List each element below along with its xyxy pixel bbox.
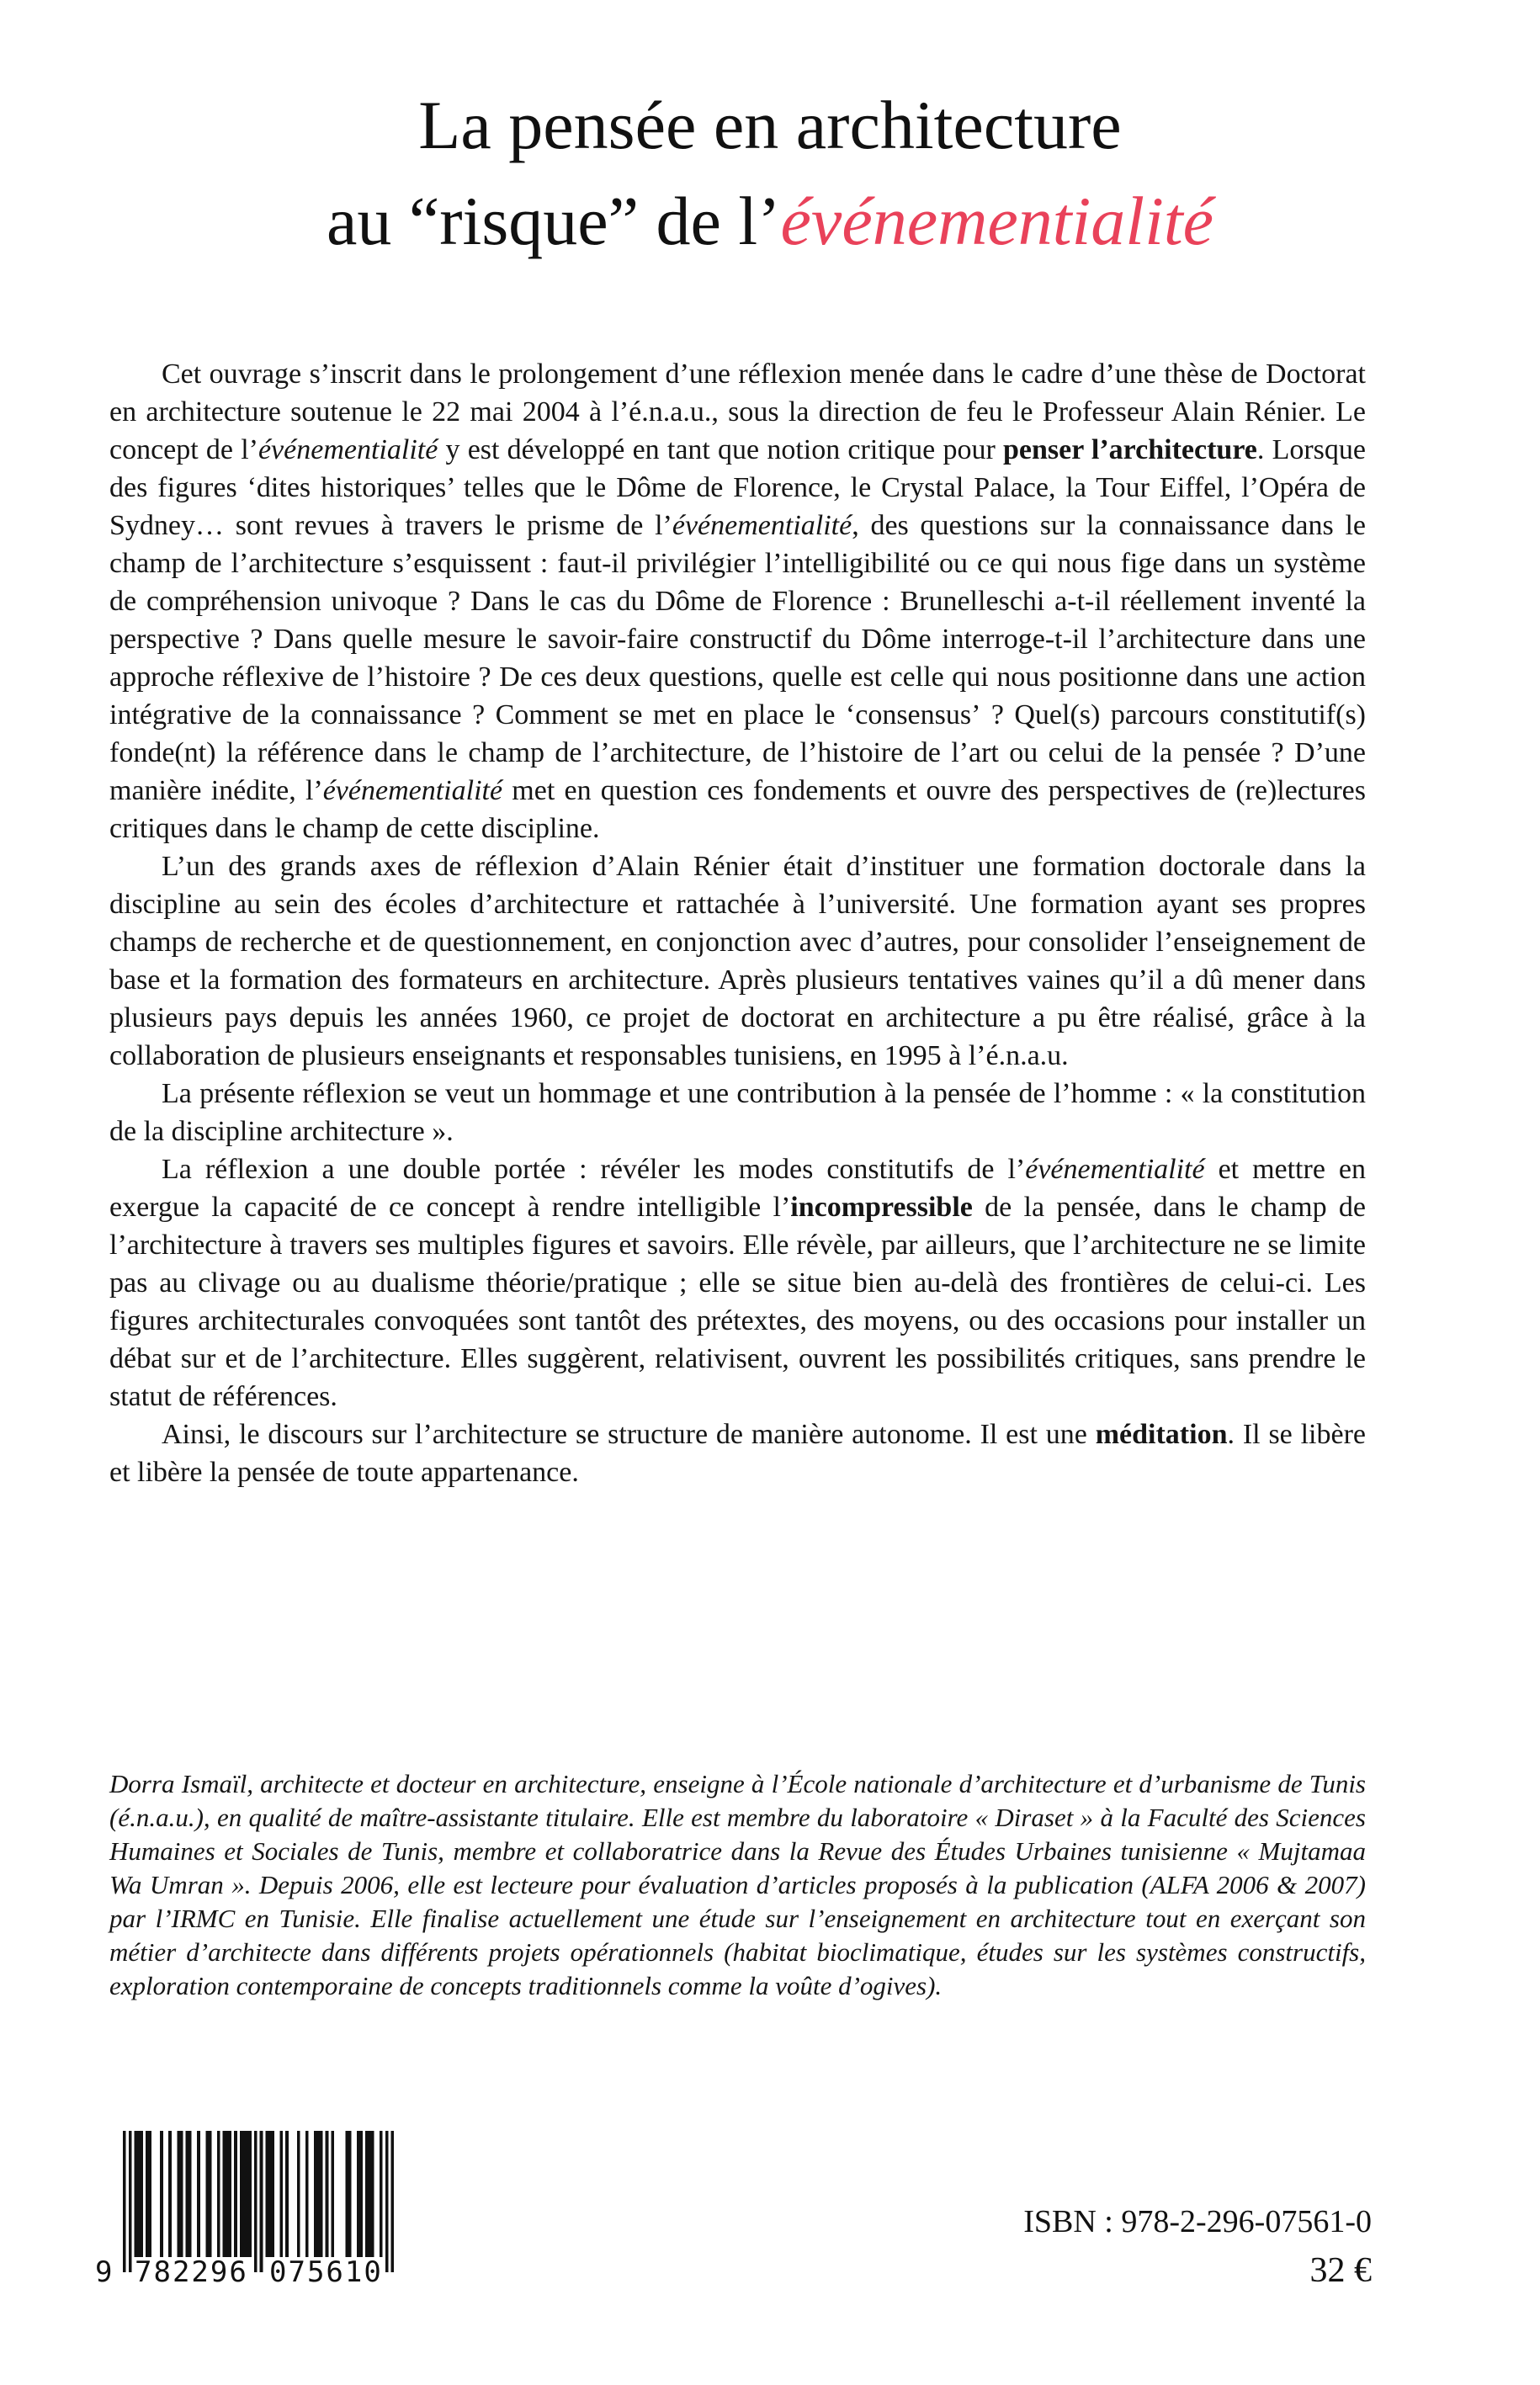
paragraph [109, 1150, 1366, 1416]
text-run: événementialité [780, 183, 1214, 259]
barcode-digit-lead: 9 [95, 2255, 113, 2289]
text-run: La réflexion a une double portée : révéler les modes constitutifs de l’ [162, 1154, 1026, 1185]
text-run: met en question ces fondements et ouvre des perspectives de (re)lectures critiques dans le champ de cette discipline. [109, 775, 1366, 844]
text-run: événementialité [322, 775, 503, 806]
barcode-digits [95, 2255, 394, 2289]
isbn-text: ISBN : 978-2-296-07561-0 [1023, 2204, 1372, 2239]
paragraph [109, 847, 1366, 1075]
ean13-barcode [95, 2131, 394, 2299]
text-run: L’un des grands axes de réflexion d’Alain Rénier était d’instituer une formation doctorale dans la discipline au sein des écoles d’architecture et rattachée à l’université. Une formation ayant ses propres champs de recherche et de questionnement, en conjonction avec d’autres, pour consolider l’enseignement de base et la formation des formateurs en architecture. Après plusieurs tentatives vaines qu’il a dû mener dans plusieurs pays depuis les années 1960, ce projet de doctorat en architecture a pu être réalisé, grâce à la collaboration de plusieurs enseignants et responsables tunisiens, en 1995 à l’é.n.a.u. [109, 851, 1366, 1071]
text-run: . Il se libère et libère la pensée de toute appartenance. [109, 1419, 1366, 1488]
author-bio [109, 1767, 1366, 2003]
book-title [0, 77, 1540, 269]
text-run: penser l’architecture [1002, 434, 1257, 465]
text-run: y est développé en tant que notion critique pour [438, 434, 1003, 465]
text-run: au “risque” de l’ [326, 183, 781, 259]
text-run: de la pensée, dans le champ de l’architecture à travers ses multiples figures et savoirs. Elle révèle, par ailleurs, que l’architecture ne se limite pas au clivage ou au dualisme théorie/pratique ; elle se situe bien au-delà des frontières de celui-ci. Les figures architecturales convoquées sont tantôt des prétextes, des moyens, ou des occasions pour installer un débat sur et de l’architecture. Elles suggèrent, relativisent, ouvrent les possibilités critiques, sans prendre le statut de références. [109, 1192, 1366, 1412]
paragraph [109, 1075, 1366, 1150]
paragraph [109, 355, 1366, 847]
barcode-bars [123, 2131, 394, 2274]
text-run: et mettre en exergue la capacité de ce concept à rendre intelligible l’ [109, 1154, 1366, 1223]
synopsis-text [109, 355, 1366, 1491]
text-run: Ainsi, le discours sur l’architecture se structure de manière autonome. Il est une [162, 1419, 1096, 1450]
text-run: Dorra Ismaïl, architecte et docteur en architecture, enseigne à l’École nationale d’architecture et d’urbanisme de Tunis (é.n.a.u.), en qualité de maître-assistante titulaire. Elle est membre du laboratoire « Diraset » à la Faculté des Sciences Humaines et Sociales de Tunis, membre et collaboratrice dans la Revue des Études Urbaines tunisienne « Mujtamaa Wa Umran ». Depuis 2006, elle est lecteure pour évaluation d’articles proposés à la publication (ALFA 2006 & 2007) par l’IRMC en Tunisie. Elle finalise actuellement une étude sur l’enseignement en architecture tout en exerçant son métier d’architecte dans différents projets opérationnels (habitat bioclimatique, études sur les systèmes constructifs, exploration contemporaine de concepts traditionnels comme la voûte d’ogives). [109, 1769, 1366, 2000]
title-line-2 [0, 173, 1540, 269]
price-text: 32 € [1309, 2251, 1372, 2290]
barcode-digits-left: 782296 [135, 2255, 248, 2289]
text-run: . Lorsque des figures ‘dites historiques’ telles que le Dôme de Florence, le Crystal Palace, la Tour Eiffel, l’Opéra de Sydney… sont revues à travers le prisme de l’ [109, 434, 1366, 541]
text-run: événementialité [1025, 1154, 1205, 1185]
text-run: méditation [1095, 1419, 1228, 1450]
text-run: événementialité [672, 510, 852, 541]
text-run: , des questions sur la connaissance dans le champ de l’architecture s’esquissent : faut-il privilégier l’intelligibilité ou ce qui nous fige dans un système de compréhension univoque ? Dans le cas du Dôme de Florence : Brunelleschi a-t-il réellement inventé la perspective ? Dans quelle mesure le savoir-faire constructif du Dôme interroge-t-il l’architecture dans une approche réflexive de l’histoire ? De ces deux questions, quelle est celle qui nous positionne dans une action intégrative de la connaissance ? Comment se met en place le ‘consensus’ ? Quel(s) parcours constitutif(s) fonde(nt) la référence dans le champ de l’architecture, de l’histoire de l’art ou celui de la pensée ? D’une manière inédite, l’ [109, 510, 1366, 806]
text-run: La pensée en architecture [418, 87, 1122, 163]
text-run: incompressible [790, 1192, 973, 1223]
paragraph [109, 1416, 1366, 1491]
text-run: La présente réflexion se veut un hommage et une contribution à la pensée de l’homme : « la constitution de la discipline architecture ». [109, 1078, 1366, 1147]
title-line-1 [0, 77, 1540, 173]
text-run: événementialité [258, 434, 438, 465]
text-run: Cet ouvrage s’inscrit dans le prolongement d’une réflexion menée dans le cadre d’une thèse de Doctorat en architecture soutenue le 22 mai 2004 à l’é.n.a.u., sous la direction de feu le Professeur Alain Rénier. Le concept de l’ [109, 359, 1366, 465]
barcode-digits-right: 075610 [269, 2255, 383, 2289]
